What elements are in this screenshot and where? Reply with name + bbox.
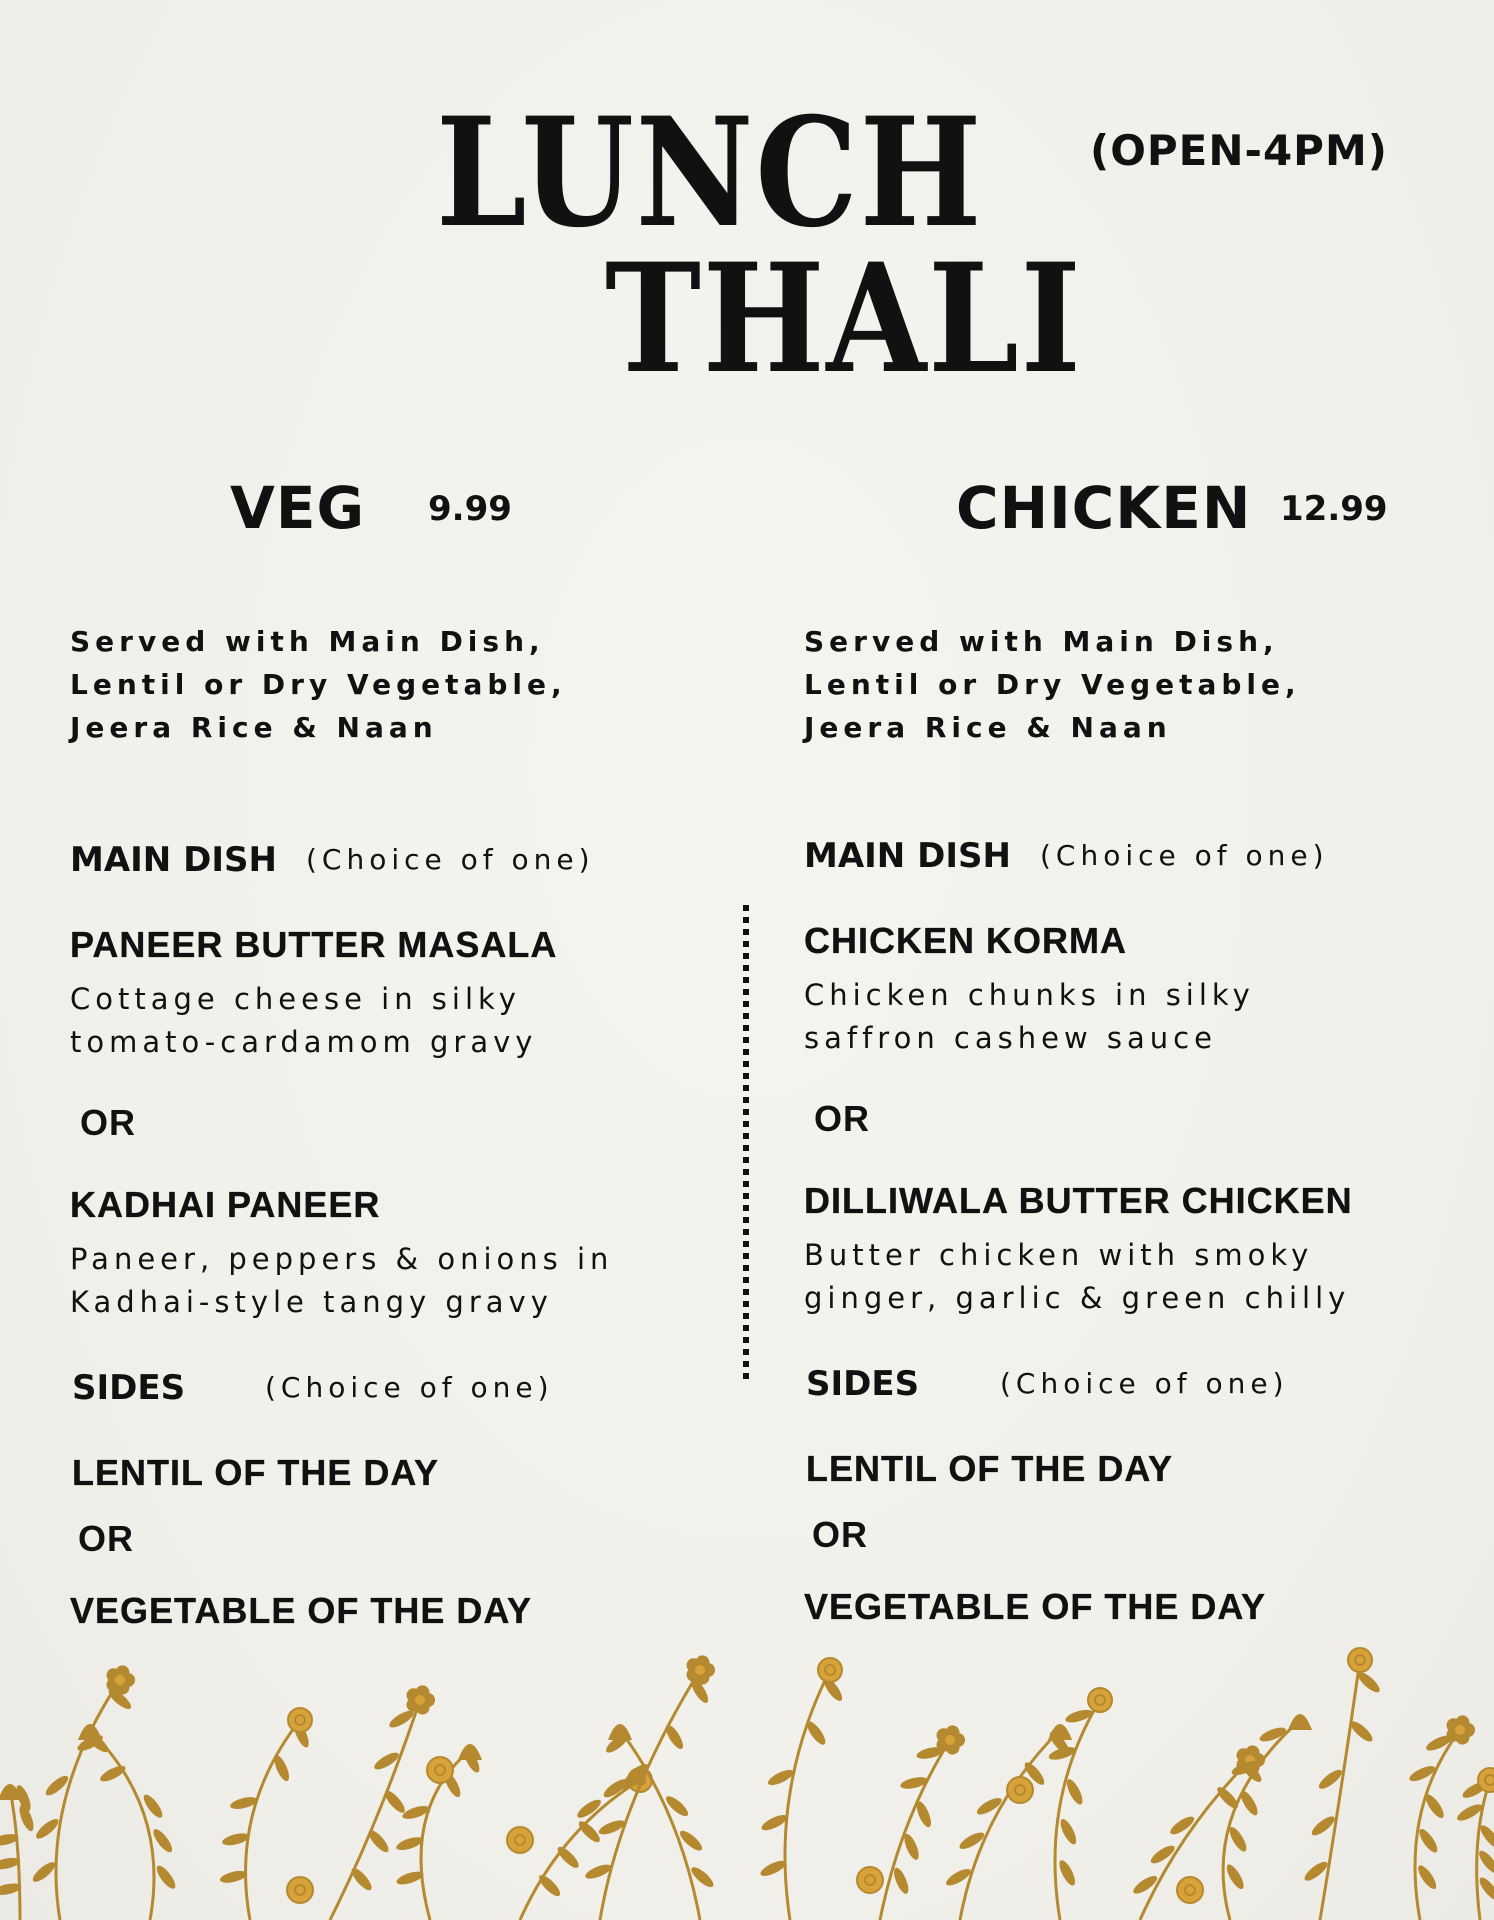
- floral-leaf: [1476, 1848, 1494, 1876]
- floral-leaf: [1224, 1862, 1247, 1891]
- floral-leaf: [576, 1818, 603, 1845]
- floral-rose: [1177, 1877, 1203, 1903]
- floral-stem: [1320, 1660, 1360, 1920]
- title-line-1: LUNCH: [436, 85, 984, 261]
- floral-leaf: [1423, 1792, 1447, 1821]
- veg-sides-label: SIDES: [72, 1368, 186, 1408]
- floral-leaf: [1226, 1825, 1249, 1854]
- floral-leaf: [30, 1859, 58, 1885]
- veg-side1: LENTIL OF THE DAY: [72, 1452, 440, 1493]
- veg-price: 9.99: [428, 489, 512, 529]
- floral-rose: [1348, 1648, 1372, 1672]
- floral-leaf: [154, 1863, 179, 1891]
- veg-or-2: OR: [78, 1518, 134, 1559]
- column-divider: [743, 905, 749, 1385]
- floral-leaf: [150, 1827, 175, 1855]
- floral-leaf: [219, 1869, 249, 1885]
- floral-stem: [785, 1670, 830, 1920]
- floral-leaf: [758, 1858, 788, 1879]
- chicken-main-dish-label: MAIN DISH: [804, 836, 1011, 876]
- floral-center: [115, 1675, 125, 1685]
- floral-bud: [78, 1724, 102, 1740]
- floral-leaf: [804, 1719, 829, 1748]
- chicken-served-with: Served with Main Dish, Lentil or Dry Vegetable, Jeera Rice & Naan: [804, 625, 1301, 744]
- title-line-2: THALI: [605, 231, 1083, 407]
- veg-dish2-name: KADHAI PANEER: [70, 1184, 381, 1225]
- veg-main-dish-choice: (Choice of one): [306, 843, 595, 876]
- floral-rose: [857, 1867, 883, 1893]
- floral-rose: [288, 1708, 312, 1732]
- floral-leaf: [1348, 1718, 1375, 1744]
- floral-stem: [1415, 1730, 1460, 1920]
- chicken-sides-label: SIDES: [806, 1364, 920, 1404]
- floral-leaf: [349, 1865, 375, 1893]
- chicken-main-dish-choice: (Choice of one): [1040, 839, 1329, 872]
- floral-leaf: [366, 1827, 392, 1855]
- chicken-side2: VEGETABLE OF THE DAY: [804, 1586, 1267, 1627]
- chicken-sides-choice: (Choice of one): [1000, 1367, 1289, 1400]
- floral-stem: [330, 1700, 420, 1920]
- floral-rose: [818, 1658, 842, 1682]
- floral-leaf: [1056, 1858, 1078, 1887]
- floral-leaf: [1415, 1863, 1439, 1892]
- floral-border-illustration: [0, 1640, 1494, 1920]
- floral-center: [415, 1695, 425, 1705]
- floral-stem: [56, 1680, 120, 1920]
- veg-served-with: Served with Main Dish, Lentil or Dry Vegetable, Jeera Rice & Naan: [70, 625, 567, 744]
- chicken-side1: LENTIL OF THE DAY: [806, 1448, 1174, 1489]
- chicken-dish2-name: DILLIWALA BUTTER CHICKEN: [804, 1180, 1353, 1221]
- floral-stem: [1223, 1720, 1300, 1920]
- floral-motif: [0, 1648, 1494, 1920]
- chicken-price: 12.99: [1280, 489, 1388, 529]
- floral-center: [945, 1735, 955, 1745]
- floral-leaf: [1058, 1817, 1080, 1846]
- floral-center: [695, 1665, 705, 1675]
- floral-stem: [960, 1730, 1060, 1920]
- floral-stem: [880, 1740, 950, 1920]
- floral-bud: [608, 1724, 632, 1740]
- floral-stem: [1477, 1780, 1490, 1920]
- floral-leaf: [1064, 1777, 1086, 1806]
- chicken-dish1-name: CHICKEN KORMA: [804, 920, 1127, 961]
- floral-leaf: [382, 1788, 408, 1816]
- floral-stem: [600, 1670, 700, 1920]
- chicken-or-2: OR: [812, 1514, 868, 1555]
- floral-leaf: [663, 1793, 691, 1819]
- floral-leaf: [536, 1872, 563, 1899]
- floral-stem: [520, 1780, 640, 1920]
- floral-bud: [1288, 1714, 1312, 1730]
- floral-center: [1455, 1725, 1465, 1735]
- floral-rose: [507, 1827, 533, 1853]
- veg-dish1-desc: Cottage cheese in silky tomato-cardamom gravy: [70, 982, 538, 1059]
- floral-leaf: [1416, 1826, 1440, 1855]
- veg-dish1-name: PANEER BUTTER MASALA: [70, 924, 558, 965]
- floral-rose: [427, 1757, 453, 1783]
- floral-leaf: [555, 1844, 582, 1871]
- veg-sides-choice: (Choice of one): [265, 1371, 554, 1404]
- veg-main-dish-label: MAIN DISH: [70, 840, 277, 880]
- veg-heading: VEG: [230, 474, 366, 542]
- chicken-dish2-desc: Butter chicken with smoky ginger, garlic & green chilly: [804, 1238, 1351, 1315]
- hours-badge: (OPEN-4PM): [1090, 126, 1388, 175]
- floral-leaf: [1148, 1843, 1177, 1867]
- floral-leaf: [975, 1795, 1004, 1818]
- floral-rose: [287, 1877, 313, 1903]
- veg-side2: VEGETABLE OF THE DAY: [70, 1590, 533, 1631]
- floral-rose: [1007, 1777, 1033, 1803]
- floral-leaf: [891, 1866, 911, 1896]
- floral-leaf: [663, 1722, 686, 1751]
- chicken-or-1: OR: [814, 1098, 870, 1139]
- floral-stem: [10, 1790, 20, 1920]
- chicken-heading: CHICKEN: [956, 474, 1252, 542]
- floral-leaf: [1131, 1873, 1160, 1897]
- veg-dish2-desc: Paneer, peppers & onions in Kadhai-style tangy gravy: [70, 1242, 614, 1319]
- floral-leaf: [1355, 1669, 1382, 1695]
- veg-or-1: OR: [80, 1102, 136, 1143]
- floral-stem: [620, 1730, 700, 1920]
- floral-bud: [458, 1744, 482, 1760]
- floral-bud: [1048, 1724, 1072, 1740]
- chicken-dish1-desc: Chicken chunks in silky saffron cashew sauce: [804, 978, 1255, 1055]
- floral-leaf: [1238, 1788, 1261, 1817]
- floral-stem: [90, 1730, 154, 1920]
- floral-rose: [1088, 1688, 1112, 1712]
- floral-leaf: [1168, 1813, 1197, 1837]
